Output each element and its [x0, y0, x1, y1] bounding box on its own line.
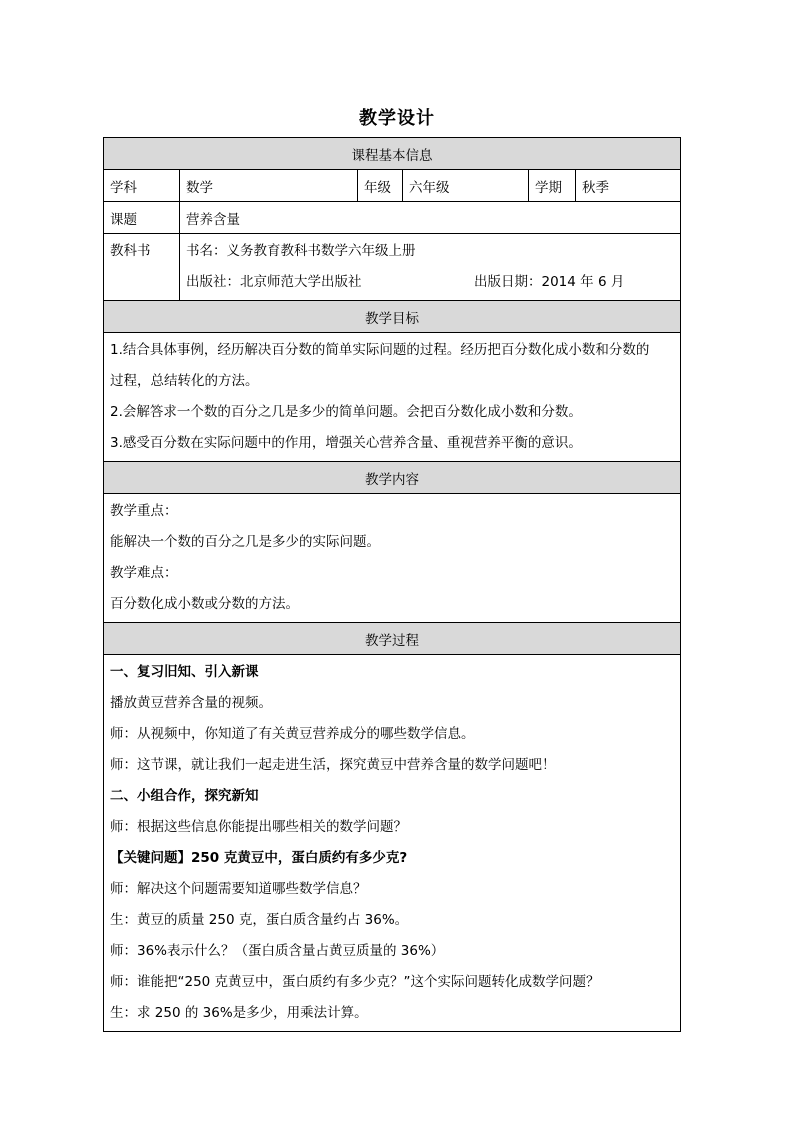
objectives-header: 教学目标 [104, 301, 681, 333]
objective-line: 2.会解答求一个数的百分之几是多少的简单问题。会把百分数化成小数和分数。 [110, 404, 582, 420]
term-label: 学期 [529, 170, 576, 202]
process-body [104, 655, 681, 1032]
topic-value: 营养含量 [180, 202, 681, 234]
content-line: 百分数化成小数或分数的方法。 [110, 596, 299, 612]
objective-line: 1.结合具体事例，经历解决百分数的简单实际问题的过程。经历把百分数化成小数和分数的 [110, 342, 650, 358]
process-line: 生：黄豆的质量 250 克，蛋白质含量约占 36%。 [110, 912, 409, 928]
process-line: 师：解决这个问题需要知道哪些数学信息？ [110, 881, 367, 897]
textbook-info [180, 234, 681, 301]
objective-line: 3.感受百分数在实际问题中的作用，增强关心营养含量、重视营养平衡的意识。 [110, 435, 582, 451]
process-line: 师：36%表示什么？（蛋白质含量占黄豆质量的 36%） [110, 943, 445, 959]
subject-label: 学科 [104, 170, 180, 202]
grade-value: 六年级 [403, 170, 529, 202]
process-line: 播放黄豆营养含量的视频。 [110, 695, 272, 711]
content-line: 教学重点： [110, 503, 178, 519]
publisher-row [186, 267, 674, 298]
process-section-heading: 二、小组合作，探究新知 [110, 788, 259, 804]
content-line: 教学难点： [110, 565, 178, 581]
process-line: 师：根据这些信息你能提出哪些相关的数学问题？ [110, 819, 407, 835]
textbook-label [104, 234, 180, 301]
objective-line: 过程，总结转化的方法。 [110, 373, 259, 389]
subject-value: 数学 [180, 170, 358, 202]
term-value: 秋季 [576, 170, 681, 202]
process-line: 生：求 250 的 36%是多少，用乘法计算。 [110, 1005, 368, 1021]
process-section-heading: 一、复习旧知、引入新课 [110, 664, 259, 680]
publisher: 出版社：北京师范大学出版社 [186, 274, 362, 290]
grade-label: 年级 [358, 170, 403, 202]
content-line: 能解决一个数的百分之几是多少的实际问题。 [110, 534, 380, 550]
process-header: 教学过程 [104, 623, 681, 655]
textbook-label-text: 教科书 [110, 243, 151, 259]
lesson-plan-table [103, 137, 681, 1032]
process-line: 师：谁能把“250 克黄豆中，蛋白质约有多少克？”这个实际问题转化成数学问题？ [110, 974, 600, 990]
objectives-body [104, 333, 681, 462]
document-title: 教学设计 [359, 108, 435, 129]
content-body [104, 494, 681, 623]
process-line: 师：这节课，就让我们一起走进生活，探究黄豆中营养含量的数学问题吧！ [110, 757, 556, 773]
topic-label: 课题 [104, 202, 180, 234]
key-question: 【关键问题】250 克黄豆中，蛋白质约有多少克? [110, 850, 408, 866]
publish-date: 出版日期：2014 年 6 月 [474, 274, 625, 290]
content-header: 教学内容 [104, 462, 681, 494]
book-name: 书名：义务教育教科书数学六年级上册 [186, 243, 416, 259]
basic-info-header: 课程基本信息 [104, 138, 681, 170]
process-line: 师：从视频中，你知道了有关黄豆营养成分的哪些数学信息。 [110, 726, 475, 742]
